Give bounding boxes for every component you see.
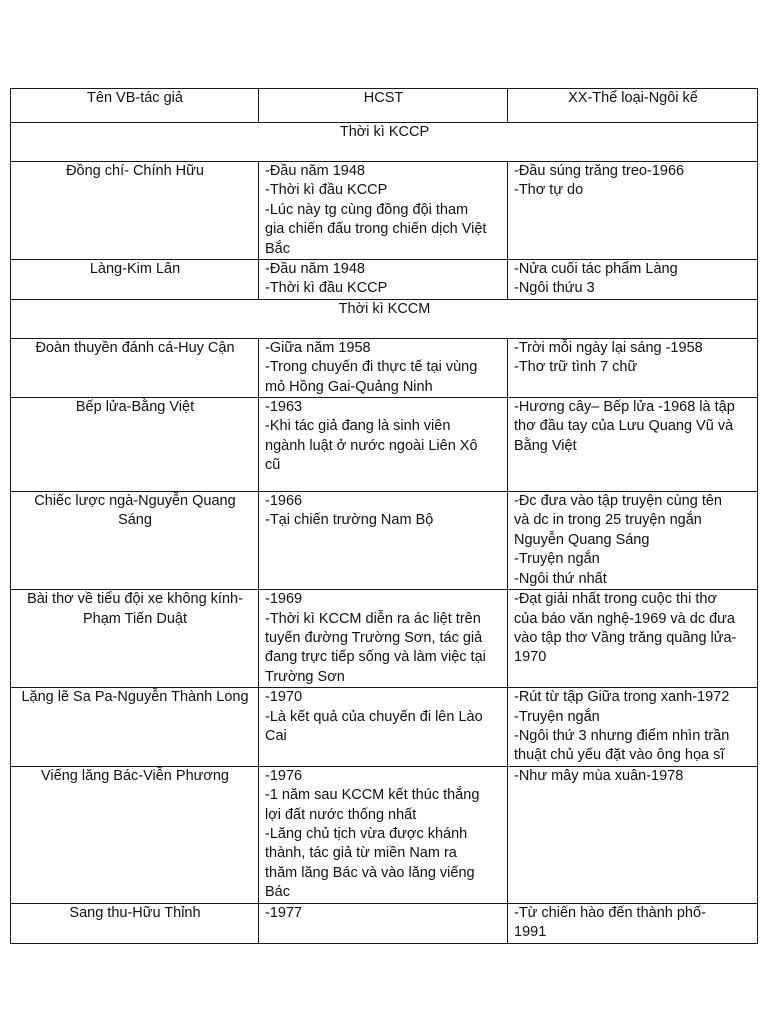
work-title-cell bbox=[11, 398, 259, 492]
cell-text-line: -Thơ tự do bbox=[514, 182, 584, 199]
cell-text-line: -1969 bbox=[265, 591, 303, 608]
cell-text-line: thành, tác giả từ miền Nam ra bbox=[265, 845, 457, 862]
xx-cell bbox=[508, 688, 758, 767]
cell-text-line: Làng-Kim Lân bbox=[89, 261, 181, 278]
header-cell-xx: XX-Thể loại-Ngôi kể bbox=[508, 89, 758, 123]
xx-cell bbox=[508, 260, 758, 300]
work-title-cell bbox=[11, 338, 259, 397]
section-title: Thời kì KCCM bbox=[11, 299, 758, 338]
hcst-cell bbox=[259, 590, 508, 688]
cell-text-line: -Ngôi thứ nhất bbox=[514, 570, 607, 587]
hcst-cell bbox=[259, 260, 508, 300]
table-row bbox=[11, 162, 758, 260]
cell-text-line: -Hương cây– Bếp lửa -1968 là tập bbox=[514, 399, 735, 416]
cell-text-line: Sang thu-Hữu Thỉnh bbox=[69, 904, 201, 921]
cell-text-line: 1970 bbox=[514, 649, 547, 666]
work-title-cell bbox=[11, 766, 259, 903]
cell-text-line: -Đầu năm 1948 bbox=[265, 261, 365, 278]
header-cell-title: Tên VB-tác giả bbox=[11, 89, 259, 123]
cell-text-line: -Thời kì đầu KCCP bbox=[265, 182, 388, 199]
cell-text-line: -Khi tác giả đang là sinh viên bbox=[265, 418, 451, 435]
xx-cell bbox=[508, 398, 758, 492]
xx-cell bbox=[508, 766, 758, 903]
cell-text-line: -Trời mỗi ngày lại sáng -1958 bbox=[514, 339, 703, 356]
hcst-cell bbox=[259, 492, 508, 590]
section-row bbox=[11, 299, 758, 338]
cell-text-line: -Nửa cuối tác phẩm Làng bbox=[514, 261, 678, 278]
work-title-cell bbox=[11, 162, 259, 260]
cell-text-line: Viếng lăng Bác-Viễn Phương bbox=[41, 767, 229, 784]
cell-text-line: -Ngôi thứu 3 bbox=[514, 280, 595, 297]
section-row bbox=[11, 123, 758, 162]
hcst-cell bbox=[259, 398, 508, 492]
cell-text-line: mỏ Hồng Gai-Quảng Ninh bbox=[265, 378, 433, 395]
work-title-cell bbox=[11, 903, 259, 943]
xx-cell bbox=[508, 338, 758, 397]
cell-text-line: -Như mây mùa xuân-1978 bbox=[514, 767, 684, 784]
cell-text-line: -Là kết quả của chuyến đi lên Lào bbox=[265, 708, 483, 725]
header-cell-hcst: HCST bbox=[259, 89, 508, 123]
cell-text-line: 1991 bbox=[514, 924, 547, 941]
cell-text-line: -1966 bbox=[265, 493, 303, 510]
table-row bbox=[11, 260, 758, 300]
cell-text-line: Lặng lẽ Sa Pa-Nguyễn Thành Long bbox=[21, 689, 249, 706]
xx-cell bbox=[508, 903, 758, 943]
cell-text-line: đang trực tiếp sống và làm việc tại bbox=[265, 649, 486, 666]
cell-text-line: Bài thơ về tiểu đội xe không kính- bbox=[27, 591, 243, 608]
cell-text-line: -Truyện ngắn bbox=[514, 551, 600, 568]
cell-text-line: -1970 bbox=[265, 689, 303, 706]
cell-text-line: Bằng Việt bbox=[514, 437, 577, 454]
literature-summary-table bbox=[10, 88, 758, 944]
cell-text-line: -Đc đưa vào tập truyện cùng tên bbox=[514, 493, 722, 510]
cell-text-line: -Đạt giải nhất trong cuộc thi thơ bbox=[514, 591, 717, 608]
cell-text-line: -1977 bbox=[265, 904, 303, 921]
work-title-cell bbox=[11, 492, 259, 590]
cell-text-line: gia chiến đấu trong chiến dịch Việt bbox=[265, 221, 487, 238]
section-title: Thời kì KCCP bbox=[11, 123, 758, 162]
cell-text-line: -Ngôi thứ 3 nhưng điểm nhìn trần bbox=[514, 727, 730, 744]
cell-text-line: thơ đầu tay của Lưu Quang Vũ và bbox=[514, 418, 734, 435]
cell-text-line: của báo văn nghệ-1969 và dc đưa bbox=[514, 610, 735, 627]
cell-text-line: -Thơ trữ tình 7 chữ bbox=[514, 359, 638, 376]
header-row bbox=[11, 89, 758, 123]
cell-text-line: Phạm Tiến Duật bbox=[83, 610, 187, 627]
hcst-cell bbox=[259, 766, 508, 903]
cell-text-line: -1963 bbox=[265, 399, 303, 416]
cell-text-line: Đồng chí- Chính Hữu bbox=[66, 163, 204, 179]
xx-cell bbox=[508, 162, 758, 260]
hcst-cell bbox=[259, 338, 508, 397]
hcst-cell bbox=[259, 688, 508, 767]
cell-text-line: vào tập thơ Vầng trăng quầng lửa- bbox=[514, 629, 737, 646]
cell-text-line: Cai bbox=[265, 727, 287, 744]
cell-text-line: lợi đất nước thống nhất bbox=[265, 806, 417, 823]
cell-text-line: -Giữa năm 1958 bbox=[265, 339, 371, 356]
cell-text-line: -Thời kì đầu KCCP bbox=[265, 280, 388, 297]
cell-text-line: tuyến đường Trường Sơn, tác giả bbox=[265, 629, 483, 646]
cell-text-line: -Rút từ tập Giữa trong xanh-1972 bbox=[514, 689, 730, 706]
cell-text-line: Nguyễn Quang Sáng bbox=[514, 531, 650, 548]
cell-text-line: -Tại chiến trường Nam Bộ bbox=[265, 512, 434, 529]
cell-text-line: Trường Sơn bbox=[265, 668, 345, 685]
xx-cell bbox=[508, 492, 758, 590]
cell-text-line: -Đầu súng trăng treo-1966 bbox=[514, 163, 685, 179]
hcst-cell bbox=[259, 162, 508, 260]
table-row bbox=[11, 766, 758, 903]
cell-text-line: Bếp lửa-Bằng Việt bbox=[75, 399, 195, 416]
cell-text-line: ngành luật ở nước ngoài Liên Xô bbox=[265, 437, 478, 454]
table-row bbox=[11, 398, 758, 492]
cell-text-line: và dc in trong 25 truyện ngắn bbox=[514, 512, 702, 529]
table-row bbox=[11, 903, 758, 943]
xx-cell bbox=[508, 590, 758, 688]
cell-text-line: thuật chủ yếu đặt vào ông họa sĩ bbox=[514, 747, 725, 764]
cell-text-line: Đoàn thuyền đánh cá-Huy Cận bbox=[35, 339, 235, 356]
work-title-cell bbox=[11, 260, 259, 300]
cell-text-line: Bác bbox=[265, 884, 290, 901]
cell-text-line: -Từ chiến hào đến thành phố- bbox=[514, 904, 706, 921]
cell-text-line: -Truyện ngắn bbox=[514, 708, 600, 725]
cell-text-line: -1 năm sau KCCM kết thúc thắng bbox=[265, 787, 480, 804]
cell-text-line: Bắc bbox=[265, 240, 290, 257]
cell-text-line: Sáng bbox=[118, 512, 152, 529]
cell-text-line: -Lăng chủ tịch vừa được khánh bbox=[265, 825, 468, 842]
cell-text-line: cũ bbox=[265, 457, 281, 474]
table-row bbox=[11, 338, 758, 397]
cell-text-line: -1976 bbox=[265, 767, 303, 784]
table-row bbox=[11, 688, 758, 767]
cell-text-line: Chiếc lược ngà-Nguyễn Quang bbox=[34, 493, 236, 510]
hcst-cell bbox=[259, 903, 508, 943]
cell-text-line: -Đầu năm 1948 bbox=[265, 163, 365, 179]
work-title-cell bbox=[11, 590, 259, 688]
work-title-cell bbox=[11, 688, 259, 767]
table-row bbox=[11, 492, 758, 590]
cell-text-line: -Trong chuyến đi thực tế tại vùng bbox=[265, 359, 478, 376]
table-row bbox=[11, 590, 758, 688]
cell-text-line: -Thời kì KCCM diễn ra ác liệt trên bbox=[265, 610, 481, 627]
cell-text-line: -Lúc này tg cùng đồng đội tham bbox=[265, 201, 469, 218]
cell-text-line: thăm lăng Bác và vào lăng viếng bbox=[265, 864, 475, 881]
